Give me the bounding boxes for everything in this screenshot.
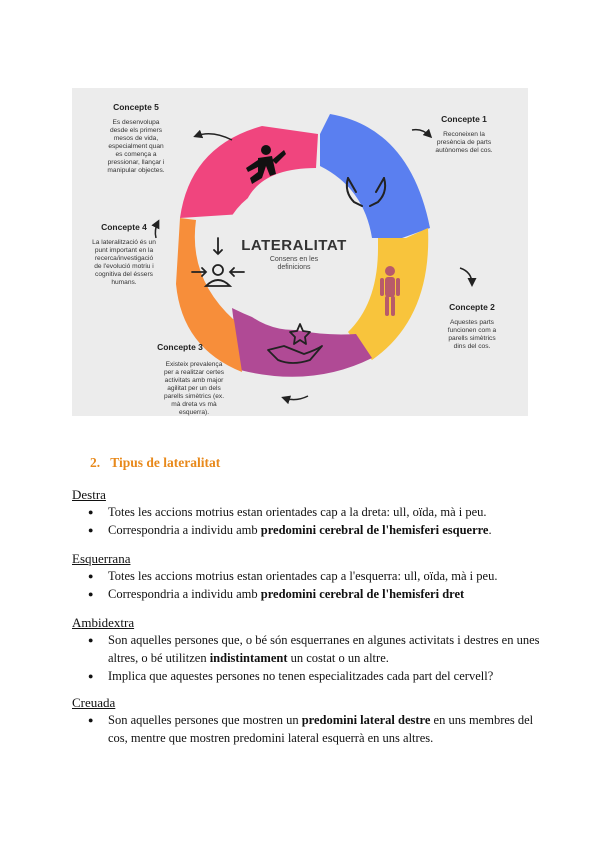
concept-2-description-line: parells simètrics bbox=[448, 335, 496, 342]
text-run: Totes les accions motrius estan orientades cap a la dreta: ull, oïda, mà i peu. bbox=[108, 505, 487, 519]
concept-5-description-line: Es desenvolupa bbox=[112, 119, 160, 126]
list-item bbox=[72, 503, 542, 521]
section-heading bbox=[90, 455, 220, 471]
concept-4-description-line: humans. bbox=[111, 279, 137, 286]
list-ambidextra bbox=[72, 631, 542, 685]
concept-5-description-line: especialment quan bbox=[108, 143, 164, 150]
concept-5-description-line: es comença a bbox=[115, 151, 157, 158]
arrow-concepte-5 bbox=[196, 134, 232, 140]
text-run: un costat o un altre. bbox=[287, 651, 389, 665]
text-run: en uns membres del cos, mentre que mostren predomini lateral esquerrà en uns altres. bbox=[108, 713, 534, 745]
bold-text: indistintament bbox=[209, 651, 288, 665]
text-run: Correspondria a individu amb bbox=[108, 587, 261, 601]
heading-ambidextra: Ambidextra bbox=[72, 615, 135, 630]
list-item bbox=[72, 521, 542, 539]
arrow-concepte-1 bbox=[412, 130, 430, 136]
arrow-concepte-3 bbox=[284, 396, 308, 400]
list-item bbox=[72, 631, 542, 667]
concept-3-description-line: parells simètrics (ex. bbox=[163, 393, 225, 400]
list-item bbox=[72, 667, 542, 685]
concept-2-title: Concepte 2 bbox=[449, 302, 495, 312]
list-esquerrana bbox=[72, 567, 542, 603]
concept-4-description-line: cognitiva del éssers bbox=[95, 271, 153, 278]
section-number: 2. bbox=[90, 455, 101, 470]
heading-destra: Destra bbox=[72, 487, 106, 502]
concept-1-description-line: presència de parts bbox=[436, 139, 492, 146]
text-run: Son aquelles persones que mostren un bbox=[108, 713, 302, 727]
list-item bbox=[72, 711, 542, 747]
concept-3-description-line: activitats amb major bbox=[164, 377, 224, 384]
concept-5-title: Concepte 5 bbox=[113, 102, 159, 112]
bold-text: predomini cerebral de l'hemisferi dret bbox=[260, 587, 465, 601]
infographic-svg bbox=[72, 88, 528, 416]
center-title: LATERALITAT bbox=[241, 237, 347, 254]
concept-3-description-line: per a realitzar certes bbox=[163, 369, 225, 376]
text-run: Implica que aquestes persones no tenen especialitzades cada part del cervell? bbox=[108, 669, 494, 683]
arrow-concepte-2 bbox=[460, 268, 472, 284]
concept-4-description-line: punt important en la bbox=[94, 247, 154, 254]
concept-4-description-line: recerca/investigació bbox=[94, 255, 154, 262]
center-subtitle-line-2: definicions bbox=[277, 264, 311, 271]
heading-esquerrana: Esquerrana bbox=[72, 551, 131, 566]
list-creuada bbox=[72, 711, 542, 747]
concept-2-description-line: funcionen com a bbox=[447, 327, 497, 334]
concept-5-description-line: pressionar, llançar i bbox=[107, 159, 165, 166]
concept-4-description-line: de l'evolució motriu i bbox=[94, 263, 154, 270]
bold-text: predomini cerebral de l'hemisferi esquerre bbox=[260, 523, 489, 537]
concept-4-description-line: La lateralització és un bbox=[92, 239, 156, 246]
text-run: Correspondria a individu amb bbox=[108, 523, 261, 537]
concept-3-description-line: agilitat per un dels bbox=[167, 385, 221, 392]
concept-3-description-line: Existeix prevalença bbox=[165, 361, 223, 368]
concept-5-description-line: desde els primers bbox=[109, 127, 163, 134]
bold-text: predomini lateral destre bbox=[301, 713, 431, 727]
concept-1-description-line: Reconeixen la bbox=[443, 131, 485, 138]
concept-3-description-line: esquerra). bbox=[178, 409, 210, 416]
text-run: Son aquelles persones que, o bé són esquerranes en algunes activitats i destres en unes altres, o bé utilitzen bbox=[108, 633, 540, 665]
lateralitat-infographic bbox=[72, 88, 528, 416]
concept-1-description-line: autònomes del cos. bbox=[435, 147, 493, 154]
concept-3-description-line: mà dreta vs mà bbox=[171, 401, 217, 408]
concept-5-description-line: manipular objectes. bbox=[107, 167, 165, 174]
arrow-concepte-4 bbox=[155, 222, 158, 238]
text-run: Totes les accions motrius estan orientades cap a l'esquerra: ull, oïda, mà i peu. bbox=[108, 569, 498, 583]
concept-1-title: Concepte 1 bbox=[441, 114, 487, 124]
list-destra bbox=[72, 503, 542, 539]
concept-2-description-line: dins del cos. bbox=[453, 343, 491, 350]
list-item bbox=[72, 567, 542, 585]
concept-4-title: Concepte 4 bbox=[101, 222, 147, 232]
heading-creuada: Creuada bbox=[72, 695, 116, 710]
concept-2-description-line: Aquestes parts bbox=[450, 319, 494, 326]
concept-5-description-line: mesos de vida, bbox=[113, 135, 159, 142]
center-subtitle-line-1: Consens en les bbox=[269, 256, 319, 263]
text-run: . bbox=[488, 523, 492, 537]
concept-3-title: Concepte 3 bbox=[157, 342, 203, 352]
list-item bbox=[72, 585, 542, 603]
section-title: Tipus de lateralitat bbox=[110, 455, 221, 470]
